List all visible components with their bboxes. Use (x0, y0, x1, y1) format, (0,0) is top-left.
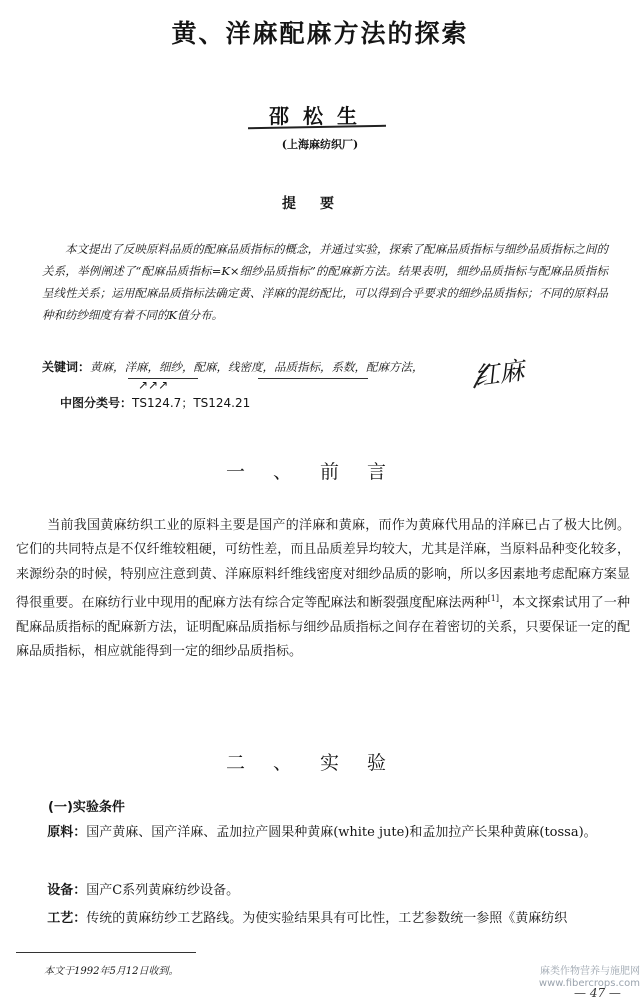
section-heading-intro: 一、前言 (225, 461, 414, 483)
watermark-line-2: www.fibercrops.com (538, 978, 640, 989)
section-heading-experiment: 二、实验 (225, 752, 414, 774)
classification-line (60, 394, 250, 411)
process-label: 工艺： (47, 911, 87, 926)
materials-label: 原料： (47, 825, 87, 840)
footnote-divider (16, 952, 196, 953)
classification-label: 中图分类号： (60, 396, 133, 410)
materials-paragraph (16, 820, 630, 846)
keywords-text: 黄麻，洋麻，细纱，配麻，线密度，品质指标，系数，配麻方法， (90, 360, 424, 374)
keyword-annotation-marks: ↗↗↗ (138, 378, 169, 392)
watermark-line-1: 麻类作物营养与施肥网 (540, 966, 640, 977)
keywords-label: 关键词： (42, 360, 91, 374)
handwritten-note: 红麻 (472, 355, 526, 392)
paper-title: 黄、洋麻配麻方法的探索 (171, 19, 469, 48)
citation-ref: [1] (487, 594, 499, 604)
author-name: 邵松生 (269, 104, 371, 128)
equipment-paragraph (16, 878, 630, 904)
process-paragraph (16, 906, 630, 932)
intro-text-part-1: 当前我国黄麻纺织工业的原料主要是国产的洋麻和黄麻，而作为黄麻代用品的洋麻已占了极大比例。它们的共同特点是不仅纤维较粗硬，可纺性差，而且品质差异均较大，尤其是洋麻，当原料品种变化较多，来源纷杂的时候，特别应注意到黄、洋麻原料纤维线密度对细纱品质的影响，所以多因素地考虑配麻方案显得很重要。在麻纺行业中现用的配麻方法有综合定等配麻法和断裂强度配麻法两种 (16, 518, 630, 611)
classification-code: TS124.7；TS124.21 (132, 396, 251, 410)
abstract-heading: 提要 (282, 196, 358, 212)
author-affiliation: (上海麻纺织厂) (281, 138, 359, 151)
abstract-body: 本文提出了反映原料品质的配麻品质指标的概念，并通过实验，探索了配麻品质指标与细纱品质指标之间的关系，举例阐述了“配麻品质指标=K×细纱品质指标”的配麻新方法。结果表明，细纱品质指标与配麻品质指标呈线性关系；运用配麻品质指标法确定黄、洋麻的混纺配比，可以得到合乎要求的细纱品质指标；不同的原料品种和纺纱细度有着不同的K值分布。 (42, 242, 608, 322)
intro-text-part-2: ，本文探索试用了一种配麻品质指标的配麻新方法，证明配麻品质指标与细纱品质指标之间存在着密切的关系，只要保证一定的配麻品质指标，相应就能得到一定的细纱品质指标。 (16, 595, 630, 660)
keywords-line (42, 358, 442, 375)
footnote: 本文于1992年5月12日收到。 (44, 966, 179, 977)
subsection-heading: (一)实验条件 (48, 800, 125, 815)
process-text: 传统的黄麻纺纱工艺路线。为使实验结果具有可比性，工艺参数统一参照《黄麻纺织 (86, 911, 568, 926)
equipment-label: 设备： (47, 883, 87, 898)
keyword-underline-mark (258, 378, 368, 379)
materials-text: 国产黄麻、国产洋麻、孟加拉产圆果种黄麻(white jute)和孟加拉产长果种黄麻(tossa)。 (86, 825, 597, 840)
equipment-text: 国产C系列黄麻纺纱设备。 (86, 883, 240, 898)
intro-paragraph (16, 514, 630, 665)
page-number: — 47 — (574, 986, 621, 1000)
